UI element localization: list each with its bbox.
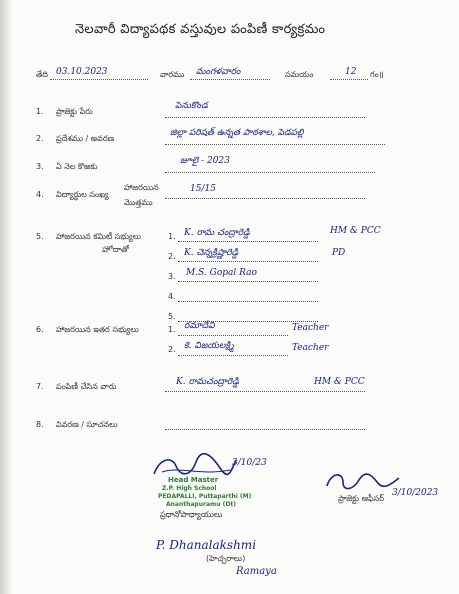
bottom-signature-name: P. Dhanalakshmi: [156, 538, 257, 552]
hm-caption: ప్రధానోపాధ్యాయులు: [160, 510, 223, 519]
row-4-dots: [165, 198, 365, 199]
time-dots: [330, 79, 368, 80]
bottom-signature-name-2: Ramaya: [236, 566, 277, 577]
row-4-value: 15/15: [190, 184, 216, 194]
row-1-dots: [165, 117, 365, 118]
row-5-member-1-number: 1.: [168, 232, 176, 241]
row-6-member-2-number: 2.: [168, 345, 176, 354]
row-2-number: 2.: [36, 134, 44, 143]
row-5-member-2-role: PD: [332, 248, 346, 258]
row-2-label: ప్రదేశము / అవరణ: [56, 134, 115, 143]
row-1-number: 1.: [36, 107, 44, 116]
row-4-label-present: హాజరయిన: [124, 183, 159, 192]
row-5-member-3-dots: [178, 281, 318, 282]
row-7-number: 7.: [36, 382, 44, 391]
document-title: నెలవారీ విద్యాపథక వస్తువుల పంపిణీ కార్యక్రమం: [75, 22, 326, 37]
row-1-label: ప్రాజెక్టు పేరు: [56, 107, 93, 116]
row-7-value: K. రామచంద్రారెడ్డి: [176, 377, 239, 387]
row-5-member-1-role: HM & PCC: [330, 226, 381, 236]
row-5-member-2-dots: [178, 261, 318, 262]
row-4-label: విద్యార్థుల సంఖ్య: [56, 190, 109, 199]
time-label: సమయం: [285, 70, 314, 79]
scan-edge: [0, 0, 12, 594]
row-5-member-4-number: 4.: [168, 292, 176, 301]
row-5-member-1-name: K. రామ చంద్రారెడ్డి: [184, 228, 250, 238]
right-signature: [323, 468, 403, 494]
row-6-member-2-name: కె. విజయలక్ష్మి: [184, 341, 234, 351]
row-7-role: HM & PCC: [314, 377, 365, 387]
date-dots: [50, 79, 148, 80]
row-5-member-5-number: 5.: [168, 312, 176, 321]
date-label: తేది: [36, 70, 48, 79]
row-1-value: పెనుకొండ: [175, 101, 208, 111]
hm-stamp-line-4: Ananthapuramu (Dt): [166, 501, 236, 508]
row-6-label: హాజరయిన ఇతర సభ్యులు: [56, 325, 139, 334]
row-5-label: హాజరయిన కమిటీ సభ్యులు: [56, 232, 142, 241]
row-6-number: 6.: [36, 325, 44, 334]
day-dots: [190, 79, 270, 80]
row-5-member-1-dots: [178, 241, 318, 242]
bottom-signature-caption: (హెచ్చరాలు): [206, 554, 246, 563]
row-6-member-1-role: Teacher: [292, 323, 329, 333]
row-7-dots: [165, 391, 365, 392]
hm-stamp-line-2: Z.P. High School: [162, 485, 217, 492]
hm-stamp-line-1: Head Master: [168, 476, 219, 484]
row-8-dots: [165, 429, 365, 430]
row-2-dots: [165, 144, 385, 145]
row-5-member-3-name: M.S. Gopal Rao: [186, 268, 257, 278]
day-label: వారము: [160, 70, 185, 79]
time-unit: గం॥: [370, 70, 384, 79]
row-7-label: పంపిణీ చేసిన వారు: [56, 382, 117, 391]
hm-stamp-line-3: PEDAPALLI, Puttaparthi (M): [158, 493, 252, 500]
right-signature-date: 3/10/2023: [392, 488, 439, 498]
date-value: 03.10.2023: [56, 67, 108, 77]
row-5-member-4-dots: [178, 301, 318, 302]
row-2-value: జిల్లా పరిషత్ ఉన్నత పాఠశాల, పెడపల్లి: [170, 128, 304, 138]
right-caption: ప్రాజెక్టు ఆఫీసర్: [338, 494, 385, 503]
row-3-label: ఏ నెల కొఱకు: [56, 162, 98, 171]
row-3-value: జూలై - 2023: [180, 156, 230, 166]
row-6-member-2-role: Teacher: [292, 343, 329, 353]
row-8-number: 8.: [36, 420, 44, 429]
hm-signature-date: 3/10/23: [232, 458, 267, 468]
row-5-member-3-number: 3.: [168, 272, 176, 281]
row-3-dots: [165, 172, 375, 173]
row-8-label: వివరణ / సూచనలు: [56, 420, 118, 429]
row-5-label-designation: హోదాతో: [102, 245, 129, 254]
row-6-member-1-name: రమాదేవి: [184, 321, 215, 331]
row-5-member-2-number: 2.: [168, 252, 176, 261]
row-4-number: 4.: [36, 190, 44, 199]
row-6-member-2-dots: [178, 355, 288, 356]
row-6-member-1-dots: [178, 335, 288, 336]
day-value: మంగళవారం: [196, 67, 241, 77]
time-value: 12: [345, 67, 357, 77]
row-5-number: 5.: [36, 232, 44, 241]
row-6-member-1-number: 1.: [168, 325, 176, 334]
row-5-member-2-name: K. చెన్నక్రిష్ణారెడ్డి: [184, 248, 239, 258]
row-4-label-total: మొత్తము: [124, 198, 153, 207]
row-3-number: 3.: [36, 162, 44, 171]
